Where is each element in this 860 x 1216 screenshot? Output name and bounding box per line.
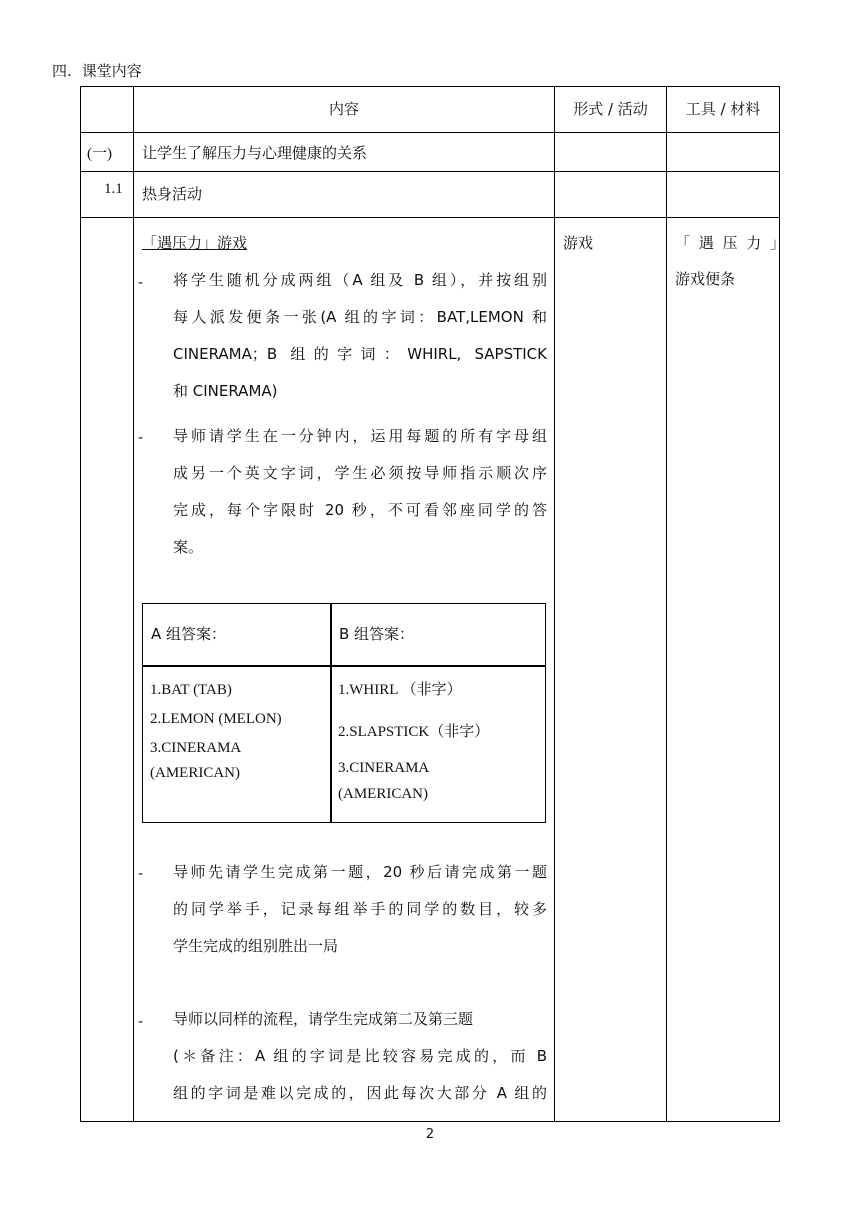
paragraph-line: 组的字词是难以完成的，因此每次大部分 A 组的 bbox=[173, 1084, 547, 1102]
header-tools: 工具 / 材料 bbox=[685, 100, 761, 118]
paragraph-2 bbox=[173, 418, 547, 566]
header-content: 内容 bbox=[328, 100, 359, 118]
answers-b-header: B 组答案： bbox=[339, 625, 415, 643]
paragraph-line: 的同学举手，记录每组举手的同学的数目，较多 bbox=[173, 900, 547, 918]
header-form: 形式 / 活动 bbox=[573, 100, 648, 118]
paragraph-3 bbox=[173, 854, 547, 965]
answer-item: (AMERICAN) bbox=[338, 786, 428, 802]
paragraph-1 bbox=[173, 262, 547, 410]
activity-form: 游戏 bbox=[563, 234, 594, 252]
page-number: 2 bbox=[425, 1127, 435, 1142]
paragraph-line: 将学生随机分成两组（A 组及 B 组），并按组别 bbox=[173, 271, 547, 289]
paragraph-line: 案。 bbox=[173, 538, 204, 556]
answer-item: 1.WHIRL （非字） bbox=[338, 682, 462, 698]
section-heading bbox=[52, 60, 142, 81]
bullet-mark: - bbox=[138, 1014, 144, 1030]
answer-item: 3.CINERAMA bbox=[338, 760, 430, 776]
paragraph-4 bbox=[173, 1001, 547, 1112]
subsection-number: 1.1 bbox=[104, 181, 123, 197]
activity-title: 「遇压力」游戏 bbox=[142, 234, 248, 252]
bullet-mark: - bbox=[138, 275, 144, 291]
paragraph-line: 导师先请学生完成第一题，20 秒后请完成第一题 bbox=[173, 863, 547, 881]
answers-a-header: A 组答案： bbox=[151, 625, 227, 643]
paragraph-line: 成另一个英文字词，学生必须按导师指示顺次序 bbox=[173, 464, 547, 482]
heading-number: 四. bbox=[52, 62, 72, 80]
answer-item: 1.BAT (TAB) bbox=[150, 682, 232, 698]
section-title: 让学生了解压力与心理健康的关系 bbox=[142, 144, 368, 162]
paragraph-line: CINERAMA；B 组的字词：WHIRL, SAPSTICK bbox=[173, 345, 547, 363]
answers-b-list bbox=[338, 678, 489, 806]
subsection-title: 热身活动 bbox=[142, 185, 203, 203]
activity-tools-line2: 游戏便条 bbox=[675, 270, 736, 288]
section-number: (一) bbox=[87, 146, 112, 162]
paragraph-line: 每人派发便条一张(A 组的字词：BAT,LEMON 和 bbox=[173, 308, 547, 326]
bullet-mark: - bbox=[138, 430, 144, 446]
bullet-mark: - bbox=[138, 866, 144, 882]
paragraph-line: (＊备注：A 组的字词是比较容易完成的，而 B bbox=[173, 1047, 547, 1065]
answer-item: 2.LEMON (MELON) bbox=[150, 711, 282, 727]
activity-tools-line1: 「 遇 压 力 」 bbox=[675, 234, 788, 252]
heading-title: 课堂内容 bbox=[81, 62, 142, 80]
paragraph-line: 导师以同样的流程，请学生完成第二及第三题 bbox=[173, 1010, 474, 1028]
answer-item: (AMERICAN) bbox=[150, 765, 240, 781]
answers-a-list bbox=[150, 676, 282, 788]
paragraph-line: 学生完成的组别胜出一局 bbox=[173, 937, 339, 955]
answers-table bbox=[142, 603, 546, 823]
answer-item: 2.SLAPSTICK（非字） bbox=[338, 724, 490, 740]
paragraph-line: 和 CINERAMA) bbox=[173, 382, 278, 400]
paragraph-line: 完成，每个字限时 20 秒，不可看邻座同学的答 bbox=[173, 501, 547, 519]
answer-item: 3.CINERAMA bbox=[150, 740, 242, 756]
paragraph-line: 导师请学生在一分钟内，运用每题的所有字母组 bbox=[173, 427, 547, 445]
